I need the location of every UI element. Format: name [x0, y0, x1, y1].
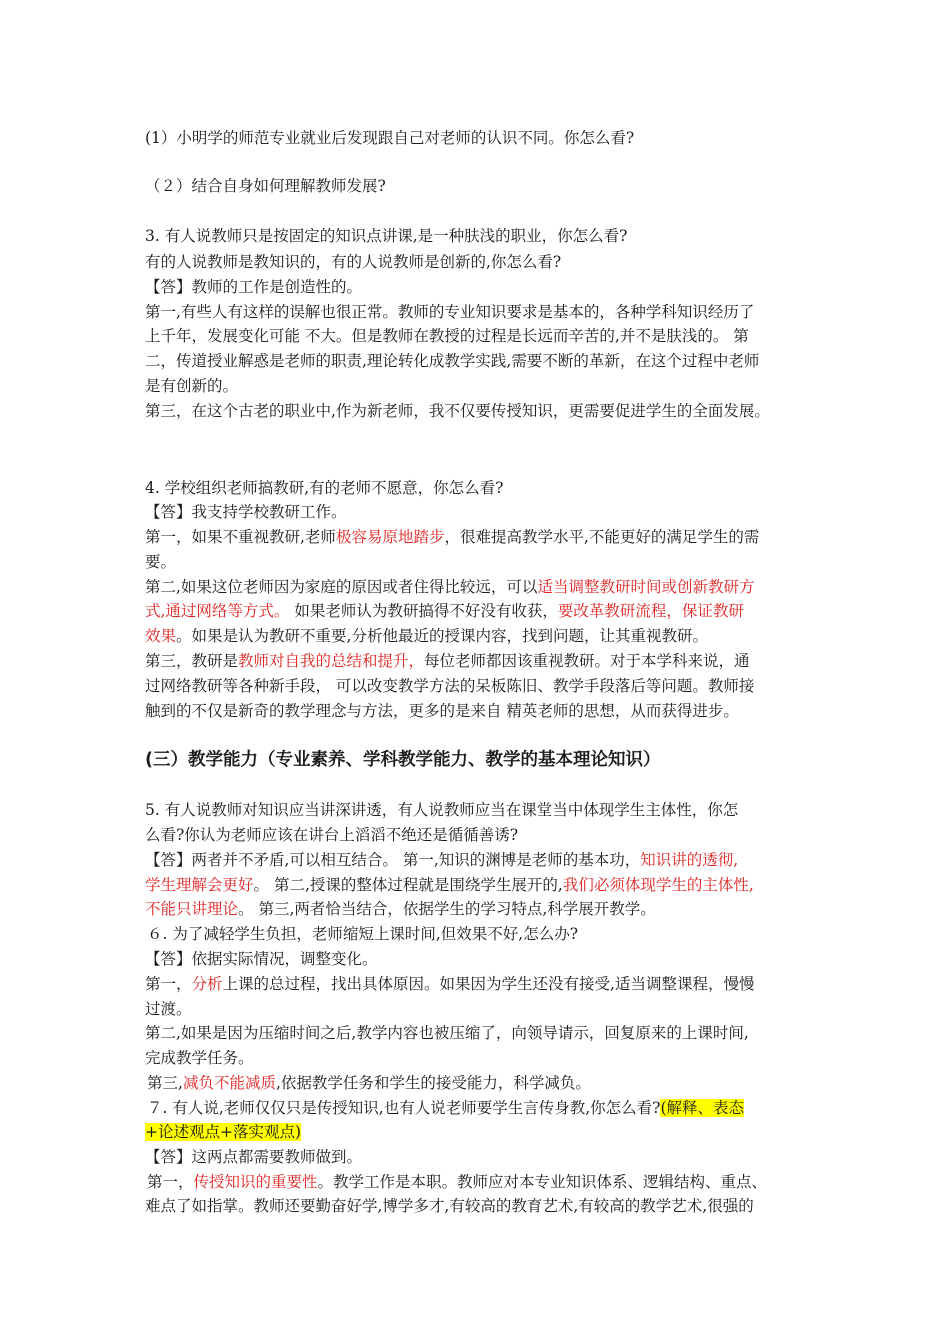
answer-3-p1d: 是有创新的。 [145, 377, 239, 395]
answer-4-p3c: 触到的不仅是新奇的教学理念与方法，更多的是来自 精英老师的思想，从而获得进步。 [145, 702, 739, 720]
answer-4-p2c: 效果。如果是认为教研不重要,分析他最近的授课内容，找到问题，让其重视教研。 [145, 627, 708, 645]
answer-6: 【答】依据实际情况，调整变化。 [145, 950, 378, 968]
question-6: ６. 为了减轻学生负担，老师缩短上课时间,但效果不好,怎么办? [147, 925, 579, 943]
section-heading-3: (三）教学能力（专业素养、学科教学能力、教学的基本理论知识） [145, 750, 661, 770]
answer-4-p2a: 第二,如果这位老师因为家庭的原因或者住得比较远，可以适当调整教研时间或创新教研方 [145, 578, 755, 596]
answer-3-p1c: 二，传道授业解惑是老师的职责,理论转化成教学实践,需要不断的革新，在这个过程中老师 [145, 352, 760, 370]
answer-7: 【答】这两点都需要教师做到。 [145, 1148, 363, 1166]
answer-3-p3: 第三，在这个古老的职业中,作为新老师，我不仅要传授知识，更需要促进学生的全面发展。 [145, 402, 770, 420]
answer-6-p3: 第三,减负不能减质,依据教学任务和学生的接受能力，科学减负。 [147, 1074, 591, 1092]
question-1: (1）小明学的师范专业就业后发现跟自己对老师的认识不同。你怎么看? [145, 129, 635, 147]
question-3-line-2: 有的人说教师是教知识的，有的人说教师是创新的,你怎么看? [145, 253, 562, 271]
question-5: 5. 有人说教师对知识应当讲深讲透，有人说教师应当在课堂当中体现学生主体性，你怎 [145, 801, 739, 819]
answer-4-p2b: 式,通过网络等方式。 如果老师认为教研搞得不好没有收获，要改革教研流程，保证教研 [145, 602, 744, 620]
answer-5-b: 学生理解会更好。 第二,授课的整体过程就是围绕学生展开的,我们必须体现学生的主体性, [145, 876, 754, 894]
answer-6-p2a: 第二,如果是因为压缩时间之后,教学内容也被压缩了，向领导请示，回复原来的上课时间, [145, 1024, 749, 1042]
question-4: 4. 学校组织老师搞教研,有的老师不愿意，你怎么看? [145, 479, 504, 497]
question-2: （２）结合自身如何理解教师发展? [145, 177, 386, 195]
answer-4-p1a: 第一，如果不重视教研,老师极容易原地踏步，很难提高教学水平,不能更好的满足学生的需 [145, 528, 760, 546]
question-7: ７. 有人说,老师仅仅只是传授知识,也有人说老师要学生言传身教,你怎么看?(解释、表态 [147, 1099, 745, 1117]
answer-3-p1b: 上千年，发展变化可能 不大。但是教师在教授的过程是长远而辛苦的,并不是肤浅的。 第 [145, 327, 749, 345]
answer-7-p1b: 难点了如指掌。教师还要勤奋好学,博学多才,有较高的教育艺术,有较高的教学艺术,很强的 [145, 1197, 754, 1215]
question-3: 3. 有人说教师只是按固定的知识点讲课,是一种肤浅的职业，你怎么看? [145, 227, 628, 245]
answer-4-p3b: 过网络教研等各种新手段， 可以改变教学方法的呆板陈旧、教学手段落后等问题。教师接 [145, 677, 755, 695]
answer-3: 【答】教师的工作是创造性的。 [145, 278, 363, 296]
answer-4: 【答】我支持学校教研工作。 [145, 503, 347, 521]
answer-6-p1a: 第一，分析上课的总过程，找出具体原因。如果因为学生还没有接受,适当调整课程，慢慢 [145, 975, 755, 993]
answer-3-p1a: 第一,有些人有这样的误解也很正常。教师的专业知识要求是基本的，各种学科知识经历了 [145, 303, 755, 321]
answer-7-p1a: 第一，传授知识的重要性。教学工作是本职。教师应对本专业知识体系、逻辑结构、重点、 [147, 1173, 768, 1191]
answer-4-p3a: 第三，教研是教师对自我的总结和提升，每位老师都因该重视教研。对于本学科来说，通 [145, 652, 750, 670]
question-7-line-2: +论述观点+落实观点) [145, 1123, 302, 1141]
answer-4-p1b: 要。 [145, 553, 177, 571]
answer-5-a: 【答】两者并不矛盾,可以相互结合。 第一,知识的渊博是老师的基本功，知识讲的透彻, [145, 851, 739, 869]
answer-6-p2b: 完成教学任务。 [145, 1049, 254, 1067]
answer-5-c: 不能只讲理论。 第三,两者恰当结合，依据学生的学习特点,科学展开教学。 [145, 900, 656, 918]
question-5-line-2: 么看?你认为老师应该在讲台上滔滔不绝还是循循善诱? [145, 826, 519, 844]
answer-6-p1b: 过渡。 [145, 1000, 192, 1018]
